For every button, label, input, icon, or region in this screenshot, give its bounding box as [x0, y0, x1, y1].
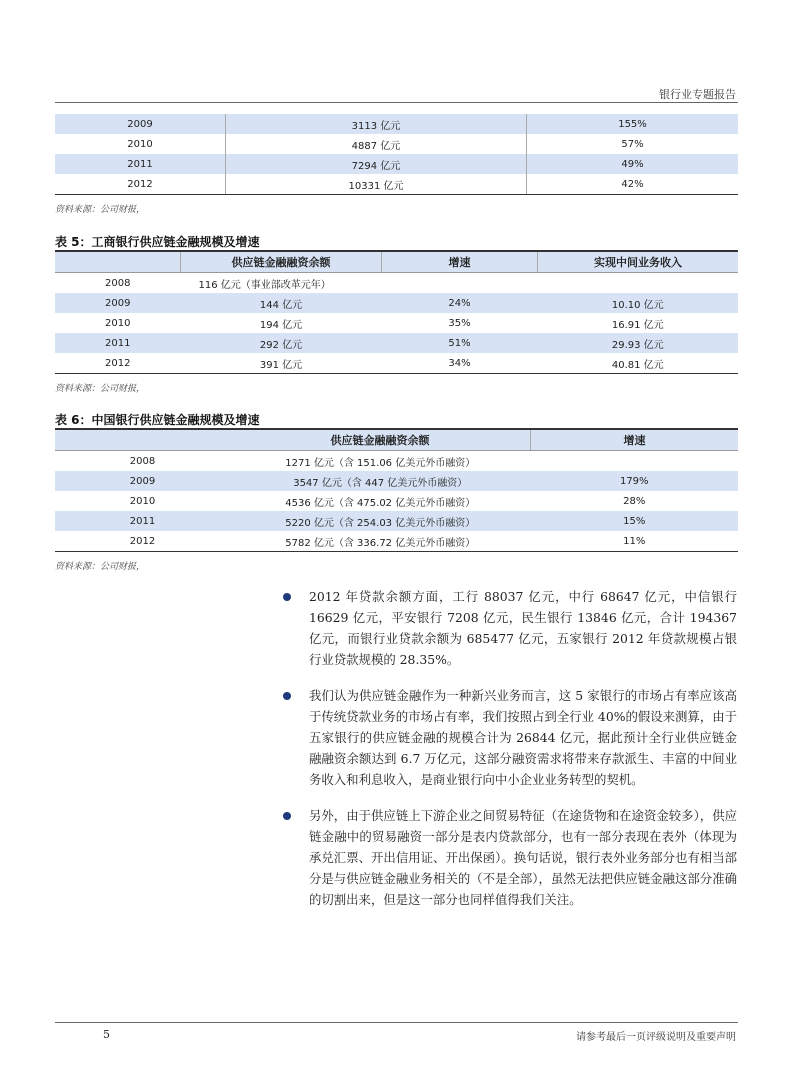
table5-source-note: 资料来源：公司财报， [55, 384, 146, 394]
table-row [55, 114, 738, 134]
table-cell: 28% [623, 495, 646, 507]
table-header-cell: 增速 [531, 429, 739, 451]
table-source-note: 资料来源：公司财报， [55, 205, 146, 215]
table-cell [382, 273, 538, 294]
table-row [55, 154, 738, 174]
table-cell: 144 亿元 [181, 293, 382, 313]
table-header-row [55, 429, 738, 451]
table-cell: 10331 亿元 [226, 174, 527, 195]
table-cell: 391 亿元 [181, 353, 382, 374]
table-cell: 2009 [55, 471, 230, 491]
table-cell [538, 273, 739, 294]
bullet-item [287, 805, 737, 910]
table-cell: 2011 [55, 154, 226, 174]
table-cell: 4536 亿元（含 475.02 亿美元外币融资） [285, 497, 476, 509]
bullet-text: 2012 年贷款余额方面，工行 88037 亿元，中行 68647 亿元，中信银行 16629 亿元，平安银行 7208 亿元，民生银行 13846 亿元，合计 194367 亿元，而银行业贷款余额为 685477 亿元，五家银行 2012 年贷款规模占银行业贷款规模的 28.35%。 [309, 589, 737, 667]
table6-caption: 表 6：中国银行供应链金融规模及增速 [55, 413, 260, 427]
table-row [55, 293, 738, 313]
bullet-item [287, 685, 737, 790]
table-cell: 2008 [129, 455, 156, 467]
table-row [55, 471, 738, 491]
table-row [55, 491, 738, 511]
table-cell: 40.81 亿元 [538, 353, 739, 374]
bullet-item [287, 586, 737, 670]
table-cell: 194 亿元 [259, 319, 303, 331]
table-cell: 2008 [105, 277, 131, 289]
table-header-cell [55, 429, 230, 451]
table-cell: 2011 [55, 333, 181, 353]
table-header-row [55, 251, 738, 273]
table-row [55, 174, 738, 195]
table-cell: 3113 亿元 [226, 114, 527, 134]
table-cell: 2009 [55, 293, 181, 313]
bullet-text: 另外，由于供应链上下游企业之间贸易特征（在途货物和在途资金较多），供应链金融中的贸易融资一部分是表内贷款部分，也有一部分表现在表外（体现为承兑汇票、开出信用证、开出保函）。换句话说，银行表外业务部分也有相当部分是与供应链金融业务相关的（不是全部），虽然无法把供应链金融这部分准确的切割出来，但是这一部分也同样值得我们关注。 [309, 808, 737, 907]
table-cell: 34% [382, 353, 538, 374]
table-cell: 24% [382, 293, 538, 313]
table-cell: 2010 [105, 317, 131, 329]
table-header-cell: 供应链金融融资余额 [230, 429, 531, 451]
table-row [55, 353, 738, 374]
table5 [55, 250, 738, 374]
page-header-title: 银行业专题报告 [659, 88, 736, 101]
table-cell: 5782 亿元（含 336.72 亿美元外币融资） [230, 531, 531, 552]
bullet-dot-icon [283, 692, 291, 700]
table-cell: 2010 [129, 495, 156, 507]
table-cell: 7294 亿元 [226, 154, 527, 174]
bullet-dot-icon [283, 593, 291, 601]
table-cell: 29.93 亿元 [538, 333, 739, 353]
table-cell: 2011 [55, 511, 230, 531]
table-cell: 15% [531, 511, 739, 531]
table-cell: 10.10 亿元 [538, 293, 739, 313]
header-divider [55, 102, 738, 103]
table-row [55, 273, 738, 294]
bullet-dot-icon [283, 812, 291, 820]
table-cell: 2012 [55, 174, 226, 195]
table-cell: 2012 [55, 531, 230, 552]
table-row [55, 511, 738, 531]
table-cell: 2009 [55, 114, 226, 134]
table-header-cell [55, 251, 181, 273]
table-continued [55, 114, 738, 195]
table-cell: 49% [527, 154, 739, 174]
table-cell: 16.91 亿元 [611, 319, 664, 331]
table-row [55, 134, 738, 154]
table-cell: 42% [527, 174, 739, 195]
table-cell: 35% [448, 317, 471, 329]
table-cell: 57% [527, 134, 739, 154]
table-cell: 1271 亿元（含 151.06 亿美元外币融资） [285, 457, 476, 469]
table-row [55, 531, 738, 552]
bullet-text: 我们认为供应链金融作为一种新兴业务而言，这 5 家银行的市场占有率应该高于传统贷款业务的市场占有率，我们按照占到全行业 40%的假设来测算，由于五家银行的供应链金融的规模合计为 26844 亿元，据此预计全行业供应链金融融资余额达到 6.7 万亿元，这部分融资需求将带来存款派生、丰富的中间业务收入和利息收入，是商业银行向中小企业业务转型的契机。 [309, 688, 737, 787]
table-row [55, 313, 738, 333]
footer-disclaimer: 请参考最后一页评级说明及重要声明 [576, 1032, 736, 1043]
table6-source-note: 资料来源：公司财报， [55, 562, 146, 572]
table-cell: 116 亿元（事业部改革元年） [198, 279, 331, 291]
page-number: 5 [103, 1028, 110, 1041]
table-cell: 2012 [55, 353, 181, 374]
table-cell: 4887 亿元 [226, 134, 527, 154]
table-cell: 292 亿元 [181, 333, 382, 353]
table-cell: 5220 亿元（含 254.03 亿美元外币融资） [230, 511, 531, 531]
table-cell: 11% [531, 531, 739, 552]
analysis-bullets [287, 586, 737, 925]
table-cell: 179% [531, 471, 739, 491]
table-row [55, 451, 738, 472]
table-header-cell: 增速 [382, 251, 538, 273]
table5-caption: 表 5：工商银行供应链金融规模及增速 [55, 235, 260, 249]
table6 [55, 428, 738, 552]
table-cell: 2010 [127, 138, 153, 150]
table-cell: 51% [382, 333, 538, 353]
table-cell [531, 451, 739, 472]
table-header-cell: 供应链金融融资余额 [181, 251, 382, 273]
table-row [55, 333, 738, 353]
table-cell: 155% [527, 114, 739, 134]
table-header-cell: 实现中间业务收入 [538, 251, 739, 273]
footer-divider [55, 1022, 738, 1023]
table-cell: 3547 亿元（含 447 亿美元外币融资） [230, 471, 531, 491]
